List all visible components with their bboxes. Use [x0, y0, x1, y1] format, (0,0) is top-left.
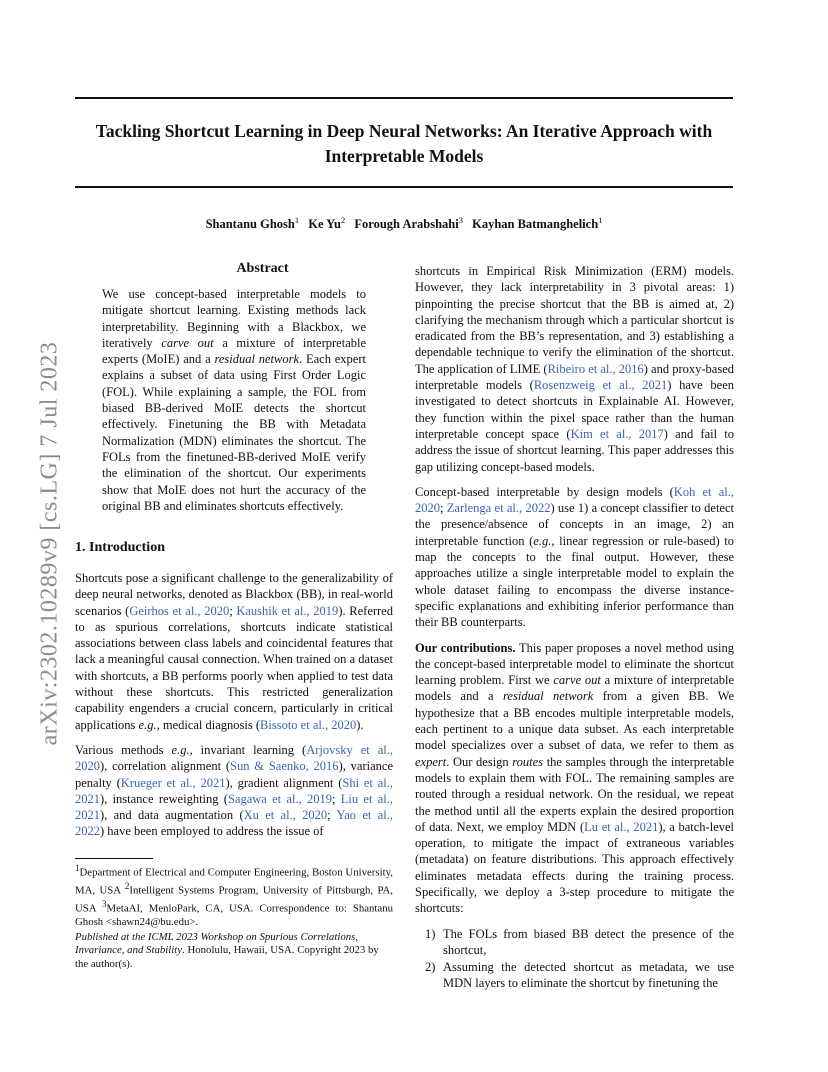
author: Forough Arabshahi$^3$ [354, 215, 463, 232]
paragraph: Various methods e.g., invariant learning (Arjovsky et al., 2020), correlation alignment (Sun & Saenko, 2016), variance penalty (Krueger et al., 2021), gradient alignment (Shi et al., 2021), instance reweighting (Sagawa et al., 2019; Liu et al., 2021), and data augmentation (Xu et al., 2020; Yao et al., 2022) have been employed to address the issue of [75, 742, 393, 839]
paragraph: Shortcuts pose a significant challenge to the generalizability of deep neural networks, denoted as Blackbox (BB), in real-world scenarios (Geirhos et al., 2020; Kaushik et al., 2019). Referred to as spurious correlations, shortcuts indicate statistical associations between class labels and coincidental features that lack a meaningful causal connection. When trained on a dataset with shortcuts, a BB performs poorly when applied to test data without these shortcuts. This restricted generalization capability engenders a crucial concern, particularly in critical applications e.g., medical diagnosis (Bissoto et al., 2020). [75, 571, 393, 732]
contribution-steps-list [415, 926, 734, 992]
citation-link[interactable]: Liu et al., 2021 [75, 791, 393, 823]
left-column [75, 570, 393, 849]
citation-link[interactable]: Shi et al., 2021 [75, 775, 393, 806]
paragraph: Concept-based interpretable by design models (Koh et al., 2020; Zarlenga et al., 2022) use 1) a concept classifier to detect the presence/absence of concepts in an image, 2) an interpretable function (e.g., linear regression or rule-based) to map the concepts to the final output. However, these approaches utilize a single interpretable model to explain the whole dataset failing to encompass the diverse instance-specific explanations and exhibiting inferior performance than their BB counterparts. [415, 484, 734, 630]
affiliation-footnote: $^1$Department of Electrical and Computer Engineering, Boston University, MA, USA $^2$Intelligent Systems Program, University of Pittsburgh, PA, USA $^3$MetaAI, MenloPark, CA, USA. Correspondence to: Shantanu Ghosh <shawn24@bu.edu>. [75, 863, 393, 928]
paragraph: shortcuts in Empirical Risk Minimization (ERM) models. However, they lack interpretability in 3 pivotal areas: 1) pinpointing the precise shortcut that the BB is aimed at, 2) clarifying the mechanism through which a particular shortcut is eradicated from the BB’s representation, and 3) establishing a dependable technique to verify the elimination of the shortcut. The application of LIME (Ribeiro et al., 2016) and proxy-based interpretable models (Rosenzweig et al., 2021) have been investigated to detect shortcuts in Explainable AI. However, they function within the pixel space rather than the human interpretable concept space (Kim et al., 2017) and fail to address the issue of shortcut learning. This paper addresses this gap utilizing concept-based models. [415, 264, 735, 474]
right-column [415, 263, 734, 993]
author: Ke Yu$^2$ [308, 215, 346, 232]
citation-link[interactable]: Yao et al., 2022 [75, 808, 393, 839]
citation-link[interactable]: Sagawa et al., 2019 [227, 791, 332, 806]
list-item: 2) Assuming the detected shortcut as metadata, we use MDN layers to eliminate the shortcut by finetuning the [425, 960, 734, 991]
abstract-text: We use concept-based interpretable models to mitigate shortcut learning. Existing methods lack interpretability. Beginning with a Blackbox, we iteratively carve out a mixture of interpretable experts (MoIE) and a residual network. Each expert explains a subset of data using First Order Logic (FOL). While explaining a sample, the FOL from biased BB-derived MoIE detects the shortcut effectively. Finetuning the BB with Metadata Normalization (MDN) eliminates the shortcut. The FOLs from the finetuned-BB-derived MoIE verify the elimination of the shortcut. Our experiments show that MoIE does not hurt the accuracy of the original BB and eliminates shortcuts effectively. [102, 287, 367, 513]
title-rule-top [75, 97, 733, 99]
footnote-divider [75, 858, 153, 859]
citation-link[interactable]: Rosenzweig et al., 2021 [533, 378, 668, 393]
author-list [75, 215, 733, 232]
citation-link[interactable]: Koh et al., 2020 [415, 484, 734, 516]
citation-link[interactable]: Kim et al., 2017 [570, 426, 664, 441]
abstract-heading: Abstract [236, 261, 289, 276]
citation-link[interactable]: Zarlenga et al., 2022 [446, 501, 551, 516]
author: Shantanu Ghosh$^1$ [205, 215, 300, 232]
paper-title: Tackling Shortcut Learning in Deep Neural Networks: An Iterative Approach with Interpretable Models [95, 121, 713, 166]
citation-link[interactable]: Kaushik et al., 2019 [236, 603, 339, 618]
publication-note: Published at the ICML 2023 Workshop on Spurious Correlations, Invariance, and Stability. Honolulu, Hawaii, USA. Copyright 2023 by the author(s). [75, 931, 379, 970]
section-heading-introduction: 1. Introduction [75, 540, 165, 555]
title-rule-bottom [75, 186, 733, 188]
citation-link[interactable]: Geirhos et al., 2020 [129, 603, 230, 618]
citation-link[interactable]: Ribeiro et al., 2016 [547, 361, 644, 376]
list-item: 1) The FOLs from biased BB detect the presence of the shortcut, [425, 926, 734, 957]
author: Kayhan Batmanghelich$^1$ [472, 215, 603, 232]
citation-link[interactable]: Krueger et al., 2021 [120, 775, 226, 790]
citation-link[interactable]: Sun & Saenko, 2016 [230, 759, 339, 774]
citation-link[interactable]: Bissoto et al., 2020 [260, 717, 357, 732]
citation-link[interactable]: Arjovsky et al., 2020 [75, 742, 393, 774]
citation-link[interactable]: Lu et al., 2021 [584, 819, 659, 834]
citation-link[interactable]: Xu et al., 2020 [243, 808, 328, 823]
paragraph-contributions: Our contributions. This paper proposes a novel method using the concept-based interpretable model to eliminate the shortcut learning problem. First we carve out a mixture of interpretable models and a residual network from a given BB. We hypothesize that a BB encodes multiple interpretable models, each pertinent to a unique data subset. As each interpretable model specializes over a subset of data, we refer to them as expert. Our design routes the samples through the interpretable models to explain them with FOL. The remaining samples are routed through a residual network. On the residual, we repeat the method until all the experts explain the desired proportion of data. Next, we employ MDN (Lu et al., 2021), a batch-level operation, to mitigate the impact of extraneous variables (metadata) on feature distributions. This approach effectively eliminates metadata effects during the training process. Specifically, we deploy a 3-step procedure to mitigate the shortcuts: [415, 640, 735, 916]
arxiv-identifier-stamp: arXiv:2302.10289v9 [cs.LG] 7 Jul 2023 [36, 341, 63, 746]
